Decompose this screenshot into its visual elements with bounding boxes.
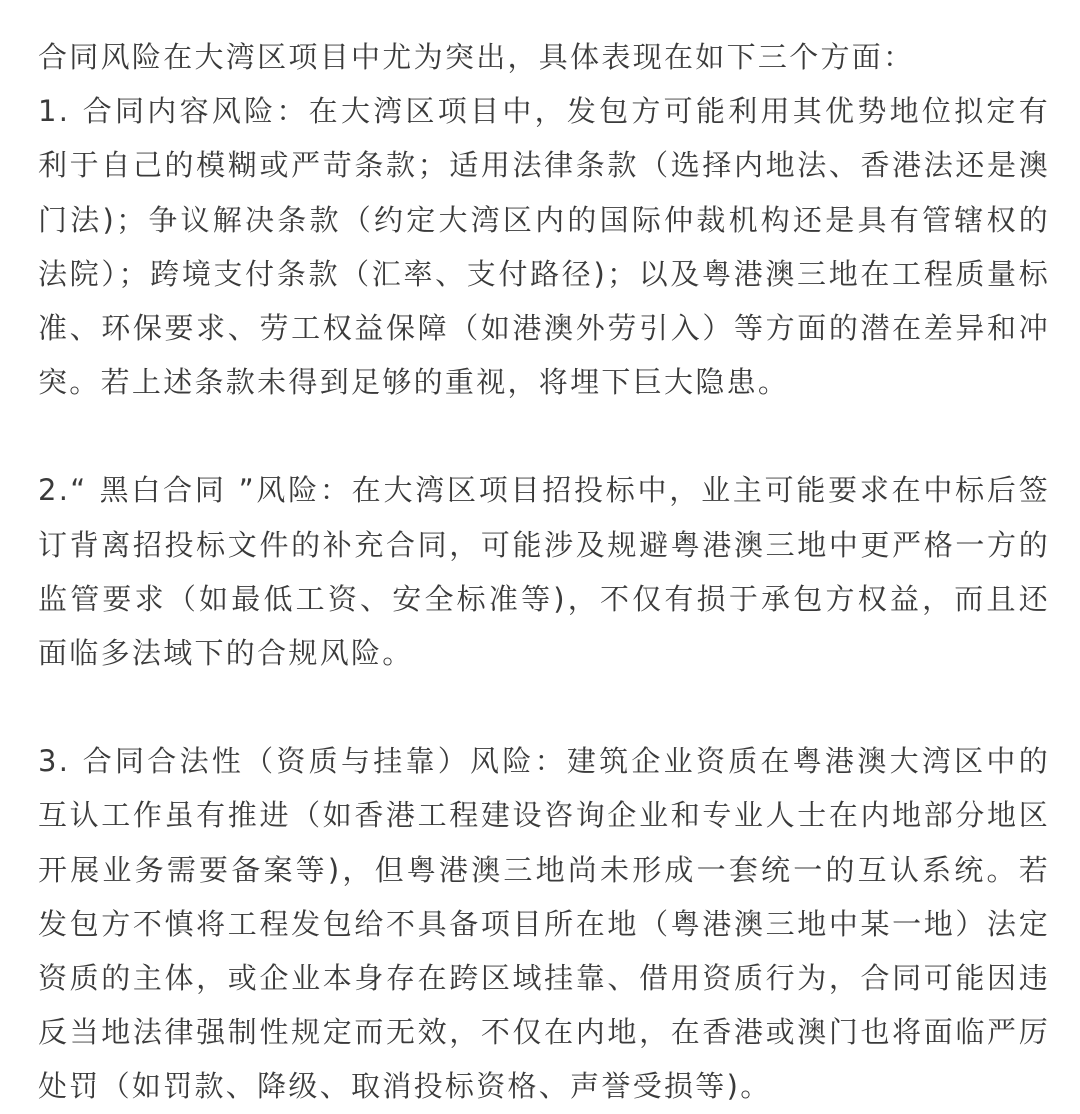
paragraph-gap [38, 409, 1050, 463]
intro-paragraph: 合同风险在大湾区项目中尤为突出，具体表现在如下三个方面： [38, 40, 915, 74]
risk-item-contract-legality: 3. 合同合法性（资质与挂靠）风险：建筑企业资质在粤港澳大湾区中的互认工作虽有推进（如香港工程建设咨询企业和专业人士在内地部分地区开展业务需要备案等)，但粤港澳三地尚未形成一套统一的互认系统。若发包方不慎将工程发包给不具备项目所在地（粤港澳三地中某一地）法定资质的主体，或企业本身存在跨区域挂靠、借用资质行为，合同可能因违反当地法律强制性规定而无效，不仅在内地，在香港或澳门也将面临严厉处罚（如罚款、降级、取消投标资格、声誉受损等)。 [38, 744, 1050, 1104]
article-body [38, 30, 1050, 1114]
risk-item-contract-content: 1. 合同内容风险：在大湾区项目中，发包方可能利用其优势地位拟定有利于自己的模糊或严苛条款；适用法律条款（选择内地法、香港法还是澳门法)；争议解决条款（约定大湾区内的国际仲裁机构还是具有管辖权的法院）；跨境支付条款（汇率、支付路径)；以及粤港澳三地在工程质量标准、环保要求、劳工权益保障（如港澳外劳引入）等方面的潜在差异和冲突。若上述条款未得到足够的重视，将埋下巨大隐患。 [38, 94, 1050, 400]
paragraph-gap [38, 680, 1050, 734]
risk-item-yin-yang-contract: 2.“ 黑白合同 ”风险：在大湾区项目招投标中，业主可能要求在中标后签订背离招投标文件的补充合同，可能涉及规避粤港澳三地中更严格一方的监管要求（如最低工资、安全标准等)，不仅有损于承包方权益，而且还面临多法域下的合规风险。 [38, 473, 1050, 671]
